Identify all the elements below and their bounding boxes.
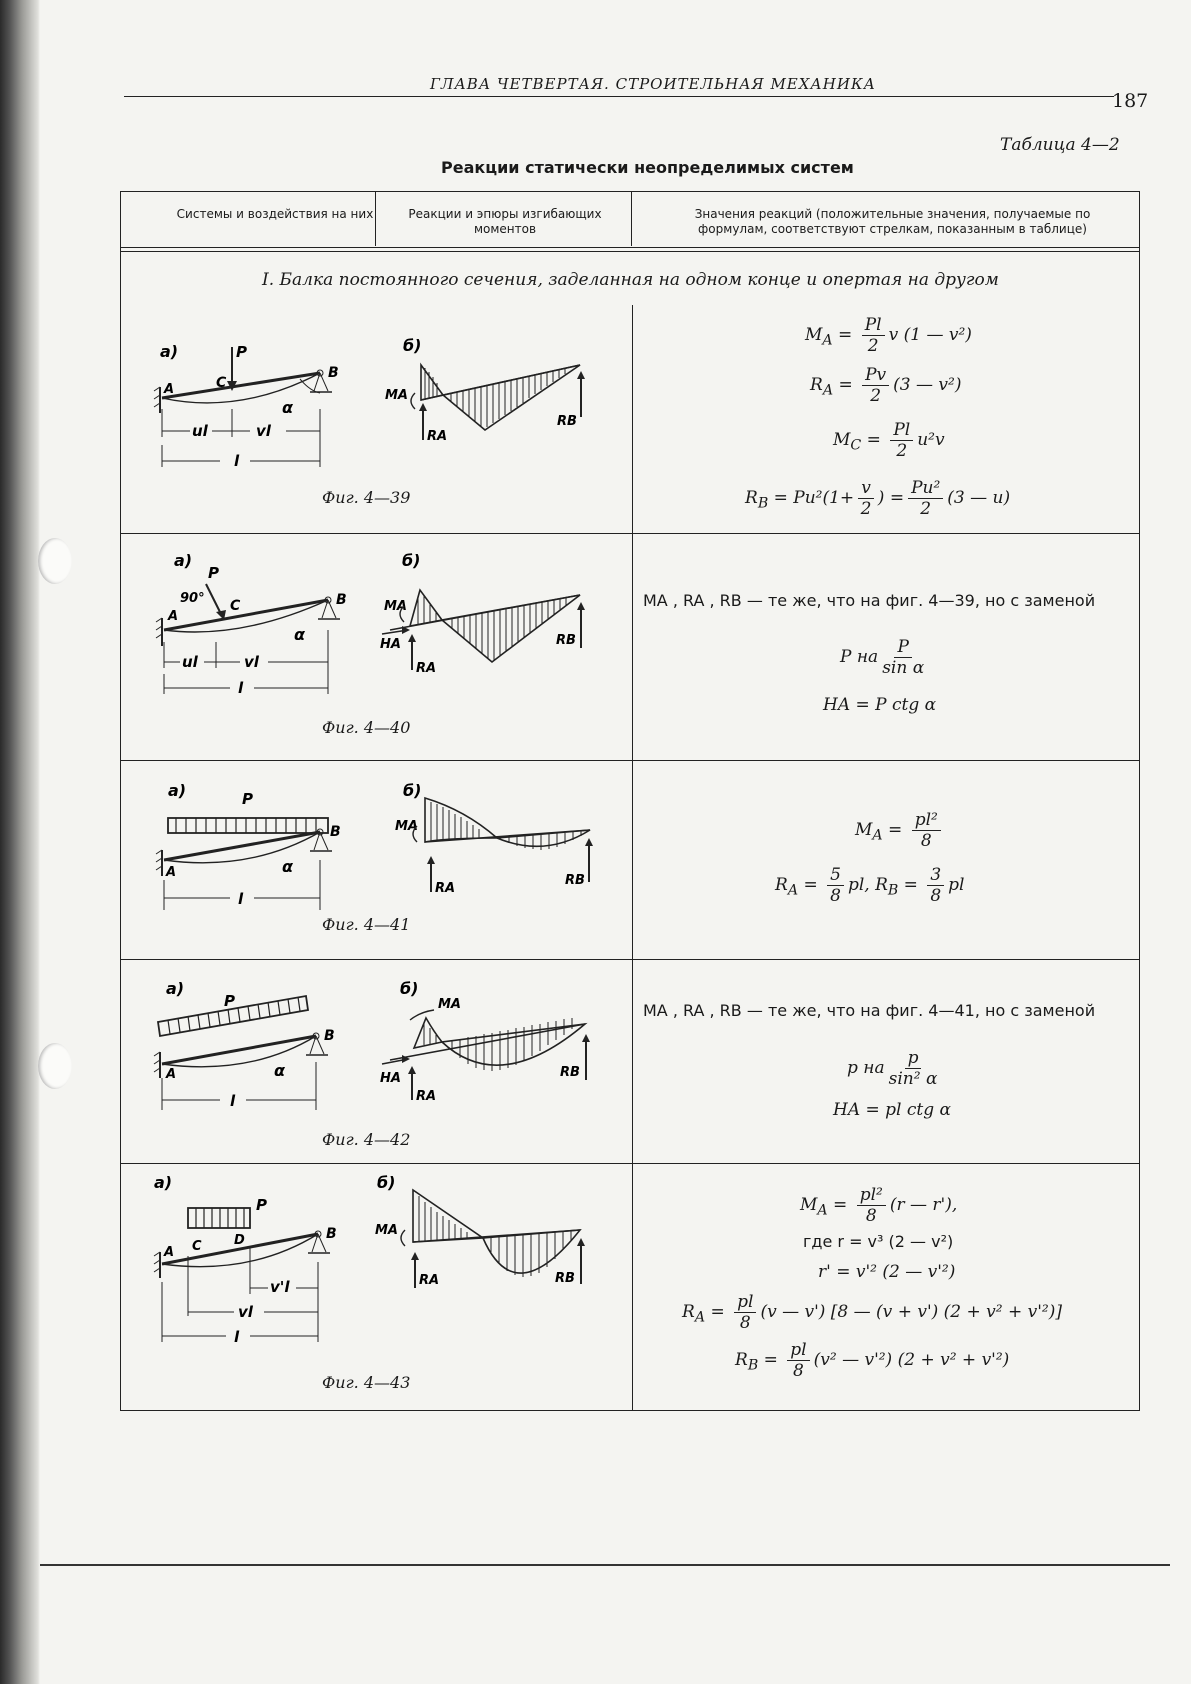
- header-rule: [124, 96, 1114, 97]
- svg-text:B: B: [326, 1226, 337, 1242]
- formula-ra-rb-4-41: $R_A$ = $\frac{5}{8}$ pl, $R_B$ = $\frac{3}{8}$ pl: [775, 865, 965, 906]
- punch-hole: [38, 1043, 72, 1089]
- svg-text:б): б): [377, 1173, 396, 1192]
- moment-diagram-4-39: [385, 335, 595, 460]
- svg-text:ul: ul: [192, 422, 208, 440]
- svg-text:MA: MA: [384, 599, 407, 614]
- row-divider: [120, 760, 1140, 761]
- svg-text:a): a): [154, 1173, 173, 1192]
- column-header-systems: Системы и воздействия на них: [176, 207, 374, 221]
- svg-text:RB: RB: [555, 1271, 575, 1286]
- formula-ma-4-41: $M_A$ = $\frac{\text{pl²}}{8}$: [855, 810, 945, 851]
- svg-text:a): a): [160, 342, 179, 361]
- svg-text:C: C: [192, 1239, 202, 1254]
- formula-r-prime-def-4-43: r' = v'² (2 — v'²): [818, 1262, 956, 1282]
- svg-text:B: B: [330, 824, 341, 840]
- svg-text:б): б): [403, 781, 422, 800]
- svg-text:α: α: [274, 1061, 285, 1080]
- svg-text:P: P: [242, 790, 253, 808]
- formula-r-def-4-43: где r = v³ (2 — v²): [803, 1232, 954, 1251]
- moment-diagram-4-43: [375, 1172, 590, 1317]
- row-divider: [120, 959, 1140, 960]
- svg-text:l: l: [234, 1328, 240, 1346]
- moment-diagram-4-41: [385, 780, 595, 905]
- header-divider: [631, 191, 632, 246]
- section-title: I. Балка постоянного сечения, заделанная на одном конце и опертая на другом: [262, 270, 999, 290]
- svg-text:D: D: [234, 1233, 245, 1248]
- table-title: Реакции статически неопределимых систем: [441, 158, 854, 177]
- svg-text:A: A: [166, 1067, 177, 1082]
- header-rule: [120, 251, 1140, 252]
- header-divider: [375, 191, 376, 246]
- svg-text:RB: RB: [560, 1065, 580, 1080]
- svg-text:б): б): [402, 551, 421, 570]
- reaction-note-4-42: MA , RA , RB — те же, что на фиг. 4—41, но с заменой: [643, 1001, 1096, 1020]
- svg-text:A: A: [164, 1245, 175, 1260]
- svg-text:a): a): [174, 551, 193, 570]
- punch-hole: [38, 538, 72, 584]
- formula-ma-4-43: $M_A$ = $\frac{\text{pl²}}{8}$ (r — r'),: [800, 1185, 958, 1226]
- svg-text:HA: HA: [380, 637, 401, 652]
- svg-text:б): б): [403, 336, 422, 355]
- svg-text:MA: MA: [385, 388, 408, 403]
- svg-text:RB: RB: [557, 414, 577, 429]
- svg-text:l: l: [238, 679, 244, 697]
- svg-text:α: α: [294, 625, 305, 644]
- column-header-values: Значения реакций (положительные значения, получаемые по формулам, соответствуют стрелкам, показанным в таблице): [694, 207, 1091, 236]
- beam-diagram-4-40: [150, 550, 350, 700]
- svg-text:a): a): [168, 781, 187, 800]
- svg-text:a): a): [166, 979, 185, 998]
- svg-text:B: B: [328, 365, 339, 381]
- figure-caption: Фиг. 4—42: [322, 1130, 411, 1149]
- svg-text:vl: vl: [256, 422, 271, 440]
- svg-text:C: C: [230, 598, 241, 614]
- row-divider: [120, 533, 1140, 534]
- figure-caption: Фиг. 4—40: [322, 718, 411, 737]
- reaction-note-4-40: MA , RA , RB — те же, что на фиг. 4—39, но с заменой: [643, 591, 1096, 610]
- column-divider: [632, 305, 633, 1410]
- svg-text:RB: RB: [565, 873, 585, 888]
- svg-text:RA: RA: [435, 881, 456, 896]
- svg-text:α: α: [282, 398, 293, 417]
- header-rule: [120, 247, 1140, 248]
- formula-ha-4-42: HA = pl ctg α: [833, 1100, 951, 1120]
- svg-text:B: B: [336, 592, 347, 608]
- svg-text:vl: vl: [244, 653, 259, 671]
- formula-rb-4-43: $R_B$ = $\frac{pl}{8}$ (v² — v'²) (2 + v² + v'²): [735, 1340, 1010, 1381]
- svg-text:vl: vl: [238, 1303, 253, 1321]
- formula-ha-4-40: HA = P ctg α: [823, 695, 937, 715]
- table-number: Таблица 4—2: [1000, 135, 1120, 155]
- formula-replace-4-40: P на $\frac{P}{\text{sin α}}$: [840, 637, 925, 678]
- beam-diagram-4-39: [150, 335, 350, 475]
- page-number: 187: [1112, 90, 1149, 112]
- svg-text:RA: RA: [416, 661, 437, 676]
- moment-diagram-4-42: [380, 978, 595, 1103]
- beam-diagram-4-41: [150, 780, 350, 920]
- figure-caption: Фиг. 4—39: [322, 488, 411, 507]
- formula-mc-4-39: $M_C$ = $\frac{Pl}{2}$ u²v: [833, 420, 945, 461]
- svg-text:RA: RA: [419, 1273, 440, 1288]
- svg-text:A: A: [168, 609, 179, 624]
- formula-ma-4-39: $M_A$ = $\frac{Pl}{2}$ v (1 — v²): [805, 315, 972, 356]
- svg-text:B: B: [324, 1028, 335, 1044]
- svg-text:MA: MA: [438, 997, 461, 1012]
- svg-text:l: l: [238, 890, 244, 908]
- running-head: ГЛАВА ЧЕТВЕРТАЯ. СТРОИТЕЛЬНАЯ МЕХАНИКА: [430, 75, 876, 93]
- beam-diagram-4-43: [150, 1172, 350, 1347]
- figure-caption: Фиг. 4—43: [322, 1373, 411, 1392]
- scan-edge-rule: [40, 1564, 1170, 1566]
- svg-text:α: α: [282, 857, 293, 876]
- svg-text:P: P: [236, 343, 247, 361]
- svg-text:HA: HA: [380, 1071, 401, 1086]
- svg-text:MA: MA: [395, 819, 418, 834]
- formula-ra-4-43: $R_A$ = $\frac{pl}{8}$ (v — v') [8 — (v + v') (2 + v² + v'²)]: [682, 1292, 1062, 1333]
- svg-text:P: P: [208, 564, 219, 582]
- beam-diagram-4-42: [150, 978, 350, 1118]
- svg-text:l: l: [234, 452, 240, 470]
- formula-rb-4-39: $R_B = Pu^2(1+$ $\frac{v}{2}$ ) = $\frac{\text{Pu²}}{2}$ (3 — u): [745, 478, 1011, 519]
- svg-text:A: A: [166, 865, 177, 880]
- figure-caption: Фиг. 4—41: [322, 915, 411, 934]
- svg-text:v'l: v'l: [270, 1278, 290, 1296]
- svg-text:RA: RA: [427, 429, 448, 444]
- svg-text:MA: MA: [375, 1223, 398, 1238]
- formula-replace-4-42: p на $\frac{p}{\text{sin² α}}$: [847, 1048, 938, 1089]
- moment-diagram-4-40: [380, 550, 590, 680]
- svg-text:P: P: [256, 1196, 267, 1214]
- svg-text:C: C: [216, 375, 227, 391]
- svg-text:б): б): [400, 979, 419, 998]
- svg-text:l: l: [230, 1092, 236, 1110]
- row-divider: [120, 1163, 1140, 1164]
- binding-shadow: [0, 0, 40, 1684]
- formula-ra-4-39: $R_A$ = $\frac{Pv}{2}$ (3 — v²): [810, 365, 962, 406]
- svg-text:ul: ul: [182, 653, 198, 671]
- svg-text:RB: RB: [556, 633, 576, 648]
- svg-text:RA: RA: [416, 1089, 437, 1103]
- svg-text:A: A: [164, 382, 175, 397]
- column-header-diagrams: Реакции и эпюры изгибающих моментов: [408, 207, 602, 236]
- svg-text:P: P: [224, 992, 235, 1010]
- svg-text:90°: 90°: [180, 591, 205, 606]
